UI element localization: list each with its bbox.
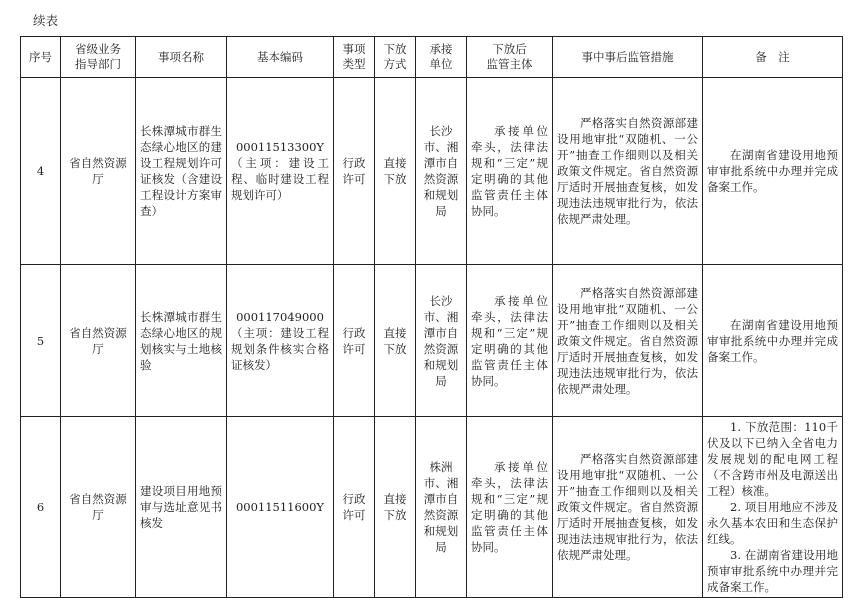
cell-type: 行政许可 — [334, 78, 375, 265]
header-supervisor: 下放后 监管主体 — [467, 37, 553, 78]
cell-code — [227, 417, 334, 598]
code-note: （主项：建设工程规划条件核实合格证核发） — [231, 325, 329, 372]
remark-text: 在湖南省建设用地预审审批系统中办理并完成备案工作。 — [707, 148, 838, 194]
table-row — [21, 417, 843, 598]
cell-no: 5 — [21, 265, 61, 417]
cell-measures: 严格落实自然资源部建设用地审批“双随机、一公开”抽查工作细则以及相关政策文件规定。省自然资源厅适时开展抽查复核，如发现违法违规审批行为，依法依规严肃处理。 — [553, 265, 703, 417]
cell-code — [227, 78, 334, 265]
code-main: 00011511600Y — [235, 500, 325, 514]
cell-name: 建设项目用地预审与选址意见书核发 — [136, 417, 227, 598]
cell-no: 4 — [21, 78, 61, 265]
remark-text: 3. 在湖南省建设用地预审审批系统中办理并完成备案工作。 — [707, 548, 838, 594]
cell-measures: 严格落实自然资源部建设用地审批“双随机、一公开”抽查工作细则以及相关政策文件规定。省自然资源厅适时开展抽查复核，如发现违法违规审批行为，依法依规严肃处理。 — [553, 78, 703, 265]
header-unit: 承接 单位 — [416, 37, 467, 78]
delegation-table — [20, 36, 843, 598]
cell-measures: 严格落实自然资源部建设用地审批“双随机、一公开”抽查工作细则以及相关政策文件规定。省自然资源厅适时开展抽查复核，如发现违法违规审批行为，依法依规严肃处理。 — [553, 417, 703, 598]
header-row — [21, 37, 843, 78]
cell-type: 行政许可 — [334, 265, 375, 417]
cell-supervisor: 承接单位牵头，法律法规和“三定”规定明确的其他监管责任主体协同。 — [467, 265, 553, 417]
header-dept: 省级业务 指导部门 — [61, 37, 136, 78]
cell-dept: 省自然资源厅 — [61, 417, 136, 598]
table-row — [21, 265, 843, 417]
header-code: 基本编码 — [227, 37, 334, 78]
code-note: （主项：建设工程、临时建设工程规划许可） — [231, 156, 329, 202]
continued-label: 续表 — [33, 13, 59, 28]
cell-supervisor: 承接单位牵头，法律法规和“三定”规定明确的其他监管责任主体协同。 — [467, 78, 553, 265]
header-type: 事项 类型 — [334, 37, 375, 78]
header-method: 下放 方式 — [375, 37, 416, 78]
remark-text: 2. 项目用地应不涉及永久基本农田和生态保护红线。 — [707, 500, 838, 546]
table-row — [21, 78, 843, 265]
cell-dept: 省自然资源厅 — [61, 265, 136, 417]
remark-text: 在湖南省建设用地预审审批系统中办理并完成备案工作。 — [707, 317, 838, 364]
cell-type: 行政许可 — [334, 417, 375, 598]
cell-method: 直接下放 — [375, 265, 416, 417]
cell-remarks — [703, 417, 843, 598]
cell-no: 6 — [21, 417, 61, 598]
code-main: 000117049000 — [236, 309, 324, 324]
cell-method: 直接下放 — [375, 417, 416, 598]
cell-unit: 长沙市、湘潭市自然资源和规划局 — [416, 78, 467, 265]
cell-code — [227, 265, 334, 417]
header-measures: 事中事后监管措施 — [553, 37, 703, 78]
header-remarks: 备 注 — [703, 37, 843, 78]
cell-unit: 长沙市、湘潭市自然资源和规划局 — [416, 265, 467, 417]
cell-remarks — [703, 78, 843, 265]
cell-name: 长株潭城市群生态绿心地区的规划核实与土地核验 — [136, 265, 227, 417]
cell-unit: 株洲市、湘潭市自然资源和规划局 — [416, 417, 467, 598]
remark-text: 1. 下放范围：110千伏及以下已纳入全省电力发展规划的配电网工程（不含跨市州及电源送出工程）核准。 — [707, 420, 838, 498]
cell-method: 直接下放 — [375, 78, 416, 265]
cell-name: 长株潭城市群生态绿心地区的建设工程规划许可证核发（含建设工程设计方案审查） — [136, 78, 227, 265]
header-name: 事项名称 — [136, 37, 227, 78]
code-main: 00011513300Y — [235, 140, 325, 154]
cell-remarks — [703, 265, 843, 417]
header-no: 序号 — [21, 37, 61, 78]
cell-dept: 省自然资源厅 — [61, 78, 136, 265]
cell-supervisor: 承接单位牵头，法律法规和“三定”规定明确的其他监管责任主体协同。 — [467, 417, 553, 598]
